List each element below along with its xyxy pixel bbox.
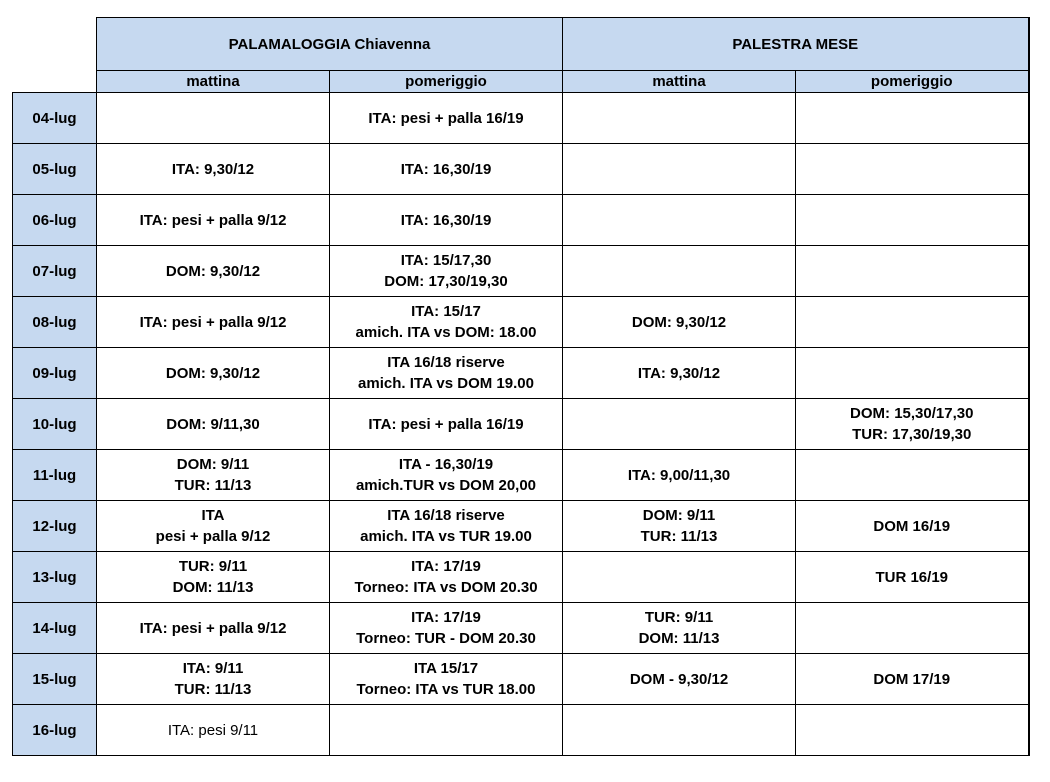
row-date: 10-lug xyxy=(13,399,97,450)
venue-label: PALAMALOGGIA Chiavenna xyxy=(228,35,431,53)
schedule-cell xyxy=(796,93,1029,144)
row-date: 13-lug xyxy=(13,552,97,603)
row-date: 06-lug xyxy=(13,195,97,246)
venue-header-palamaloggia xyxy=(97,18,563,71)
schedule-cell xyxy=(796,705,1029,756)
schedule-cell: ITA: pesi + palla 9/12 xyxy=(97,195,330,246)
schedule-cell xyxy=(563,195,796,246)
row-date: 07-lug xyxy=(13,246,97,297)
table-row xyxy=(13,552,1029,603)
schedule-cell: ITA: 17/19 Torneo: ITA vs DOM 20.30 xyxy=(330,552,563,603)
row-date: 05-lug xyxy=(13,144,97,195)
row-date: 11-lug xyxy=(13,450,97,501)
row-date: 15-lug xyxy=(13,654,97,705)
schedule-cell: DOM - 9,30/12 xyxy=(563,654,796,705)
schedule-cell xyxy=(796,144,1029,195)
table-row xyxy=(13,195,1029,246)
schedule-cell: DOM 17/19 xyxy=(796,654,1029,705)
table-row xyxy=(13,297,1029,348)
schedule-cell: ITA: pesi + palla 9/12 xyxy=(97,297,330,348)
corner-blank xyxy=(13,71,97,93)
schedule-cell xyxy=(563,144,796,195)
table-row xyxy=(13,93,1029,144)
sub-header-mattina: mattina xyxy=(97,71,330,93)
schedule-cell: ITA: 15/17,30 DOM: 17,30/19,30 xyxy=(330,246,563,297)
table-row xyxy=(13,705,1029,756)
schedule-cell: DOM: 9/11,30 xyxy=(97,399,330,450)
venue-header-palestra-mese xyxy=(563,18,1029,71)
table-row xyxy=(13,603,1029,654)
schedule-cell xyxy=(563,93,796,144)
schedule-cell: ITA: 16,30/19 xyxy=(330,195,563,246)
schedule-cell xyxy=(796,195,1029,246)
schedule-cell: TUR: 9/11 DOM: 11/13 xyxy=(97,552,330,603)
schedule-cell: ITA: 16,30/19 xyxy=(330,144,563,195)
schedule-cell: ITA - 16,30/19 amich.TUR vs DOM 20,00 xyxy=(330,450,563,501)
sub-header-pomeriggio: pomeriggio xyxy=(796,71,1029,93)
corner-blank xyxy=(13,18,97,71)
table-row xyxy=(13,399,1029,450)
schedule-cell: TUR: 9/11 DOM: 11/13 xyxy=(563,603,796,654)
schedule-cell: ITA 16/18 riserve amich. ITA vs TUR 19.00 xyxy=(330,501,563,552)
schedule-cell: ITA: 9,30/12 xyxy=(97,144,330,195)
schedule-cell xyxy=(330,705,563,756)
schedule-body xyxy=(13,93,1029,756)
schedule-cell xyxy=(796,603,1029,654)
schedule-cell: ITA: pesi + palla 9/12 xyxy=(97,603,330,654)
schedule-cell: ITA: pesi + palla 16/19 xyxy=(330,93,563,144)
schedule-cell xyxy=(563,246,796,297)
schedule-cell xyxy=(563,399,796,450)
schedule-cell: ITA: 9,30/12 xyxy=(563,348,796,399)
schedule-cell: ITA: 9/11 TUR: 11/13 xyxy=(97,654,330,705)
schedule-cell: ITA: 17/19 Torneo: TUR - DOM 20.30 xyxy=(330,603,563,654)
row-date: 14-lug xyxy=(13,603,97,654)
table-row xyxy=(13,144,1029,195)
schedule-cell: ITA: 15/17 amich. ITA vs DOM: 18.00 xyxy=(330,297,563,348)
schedule-cell: ITA 15/17 Torneo: ITA vs TUR 18.00 xyxy=(330,654,563,705)
schedule-cell: ITA: 9,00/11,30 xyxy=(563,450,796,501)
schedule-cell: DOM: 9,30/12 xyxy=(97,348,330,399)
schedule-cell: DOM: 9,30/12 xyxy=(97,246,330,297)
schedule-cell xyxy=(796,450,1029,501)
schedule-cell: DOM: 15,30/17,30 TUR: 17,30/19,30 xyxy=(796,399,1029,450)
venue-label: PALESTRA MESE xyxy=(732,35,859,53)
row-date: 16-lug xyxy=(13,705,97,756)
row-date: 08-lug xyxy=(13,297,97,348)
row-date: 12-lug xyxy=(13,501,97,552)
schedule-cell: ITA: pesi 9/11 xyxy=(97,705,330,756)
schedule-cell xyxy=(796,297,1029,348)
schedule-cell: ITA 16/18 riserve amich. ITA vs DOM 19.00 xyxy=(330,348,563,399)
schedule-cell xyxy=(563,552,796,603)
schedule-cell xyxy=(796,348,1029,399)
schedule-cell xyxy=(796,246,1029,297)
row-date: 04-lug xyxy=(13,93,97,144)
table-row xyxy=(13,450,1029,501)
schedule-cell xyxy=(563,705,796,756)
schedule-cell: DOM 16/19 xyxy=(796,501,1029,552)
schedule-cell: ITA pesi + palla 9/12 xyxy=(97,501,330,552)
schedule-cell: TUR 16/19 xyxy=(796,552,1029,603)
sub-header-mattina: mattina xyxy=(563,71,796,93)
table-row xyxy=(13,654,1029,705)
schedule-cell: DOM: 9/11 TUR: 11/13 xyxy=(97,450,330,501)
table-row xyxy=(13,501,1029,552)
schedule-cell: DOM: 9/11 TUR: 11/13 xyxy=(563,501,796,552)
table-row xyxy=(13,246,1029,297)
sub-header-pomeriggio: pomeriggio xyxy=(330,71,563,93)
row-date: 09-lug xyxy=(13,348,97,399)
schedule-table xyxy=(12,17,1030,756)
schedule-cell: DOM: 9,30/12 xyxy=(563,297,796,348)
schedule-cell xyxy=(97,93,330,144)
schedule-cell: ITA: pesi + palla 16/19 xyxy=(330,399,563,450)
table-row xyxy=(13,348,1029,399)
